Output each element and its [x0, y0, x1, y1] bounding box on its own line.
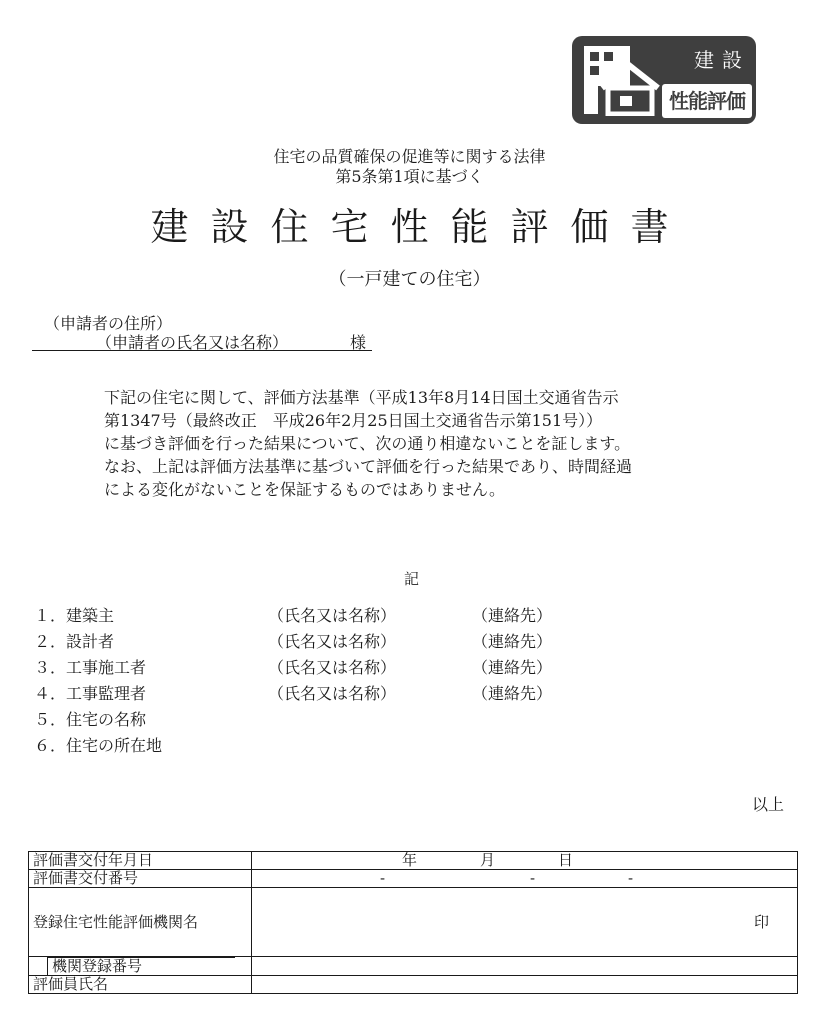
month-label: 月: [480, 851, 496, 869]
list-item: [34, 629, 594, 655]
year-label: 年: [402, 851, 418, 869]
issue-date-label: 評価書交付年月日: [29, 852, 252, 870]
item-label: １．建築主: [34, 606, 115, 625]
registration-number-label: 機関登録番号: [47, 957, 235, 975]
item-contact-field: （連絡先）: [472, 606, 553, 625]
number-separator: -: [380, 869, 386, 887]
issue-number-field[interactable]: [252, 870, 798, 888]
table-row: [29, 852, 798, 870]
agency-name-label-text: 登録住宅性能評価機関名: [33, 913, 199, 931]
item-list: [34, 603, 594, 759]
logo-top-text: 建設: [694, 48, 750, 72]
item-contact-field: （連絡先）: [472, 658, 553, 677]
agency-name-label: [29, 888, 252, 957]
item-name-field: （氏名又は名称）: [268, 658, 397, 677]
performance-evaluation-logo: [572, 36, 756, 124]
item-label: ３．工事施工者: [34, 658, 147, 677]
list-item: [34, 733, 594, 759]
applicant-address-label: （申請者の住所）: [44, 314, 173, 333]
item-label: ６．住宅の所在地: [34, 736, 163, 755]
item-label: ４．工事監理者: [34, 684, 147, 703]
registration-number-field[interactable]: [252, 957, 798, 976]
ki-heading: 記: [404, 570, 420, 588]
applicant-honorific: 様: [350, 333, 367, 352]
certification-statement: 下記の住宅に関して、評価方法基準（平成13年8月14日国土交通省告示 第1347号（最終改正 平成26年2月25日国土交通省告示第151号）） に基づき評価を行った結果について、次の通り相違ないことを証します。 なお、上記は評価方法基準に基づいて評価を行った結果であり、時間経過 による変化がないことを保証するものではありません。: [104, 388, 633, 499]
logo-bottom-text: 性能評価: [662, 84, 752, 118]
table-row: [29, 888, 798, 957]
registration-number-cell: [29, 957, 252, 976]
document-subtitle: （一戸建ての住宅）: [328, 269, 491, 290]
agency-name-field[interactable]: [252, 888, 798, 957]
house-building-icon: [580, 44, 660, 116]
applicant-name-label: （申請者の氏名又は名称）: [96, 333, 289, 352]
number-separator: -: [530, 869, 536, 887]
law-reference-line-2: 第5条第1項に基づく: [335, 167, 484, 186]
issue-number-label: 評価書交付番号: [29, 870, 252, 888]
item-name-field: （氏名又は名称）: [268, 606, 397, 625]
item-contact-field: （連絡先）: [472, 632, 553, 651]
list-item: [34, 655, 594, 681]
issuance-info-table: [28, 851, 798, 994]
table-row: [29, 976, 798, 994]
item-label: ５．住宅の名称: [34, 710, 147, 729]
item-name-field: （氏名又は名称）: [268, 684, 397, 703]
seal-mark: 印: [753, 913, 769, 931]
item-label: ２．設計者: [34, 632, 115, 651]
applicant-underline: [32, 350, 372, 351]
table-row: [29, 870, 798, 888]
issue-date-field[interactable]: [252, 852, 798, 870]
item-contact-field: （連絡先）: [472, 684, 553, 703]
list-item: [34, 603, 594, 629]
day-label: 日: [558, 851, 574, 869]
item-name-field: （氏名又は名称）: [268, 632, 397, 651]
evaluator-name-field[interactable]: [252, 976, 798, 994]
list-item: [34, 707, 594, 733]
document-title: 建設住宅性能評価書: [150, 205, 691, 249]
table-row: [29, 957, 798, 976]
closing-mark: 以上: [752, 795, 785, 814]
law-reference-line-1: 住宅の品質確保の促進等に関する法律: [273, 147, 546, 166]
list-item: [34, 681, 594, 707]
number-separator: -: [628, 869, 634, 887]
evaluator-name-label: 評価員氏名: [29, 976, 252, 994]
